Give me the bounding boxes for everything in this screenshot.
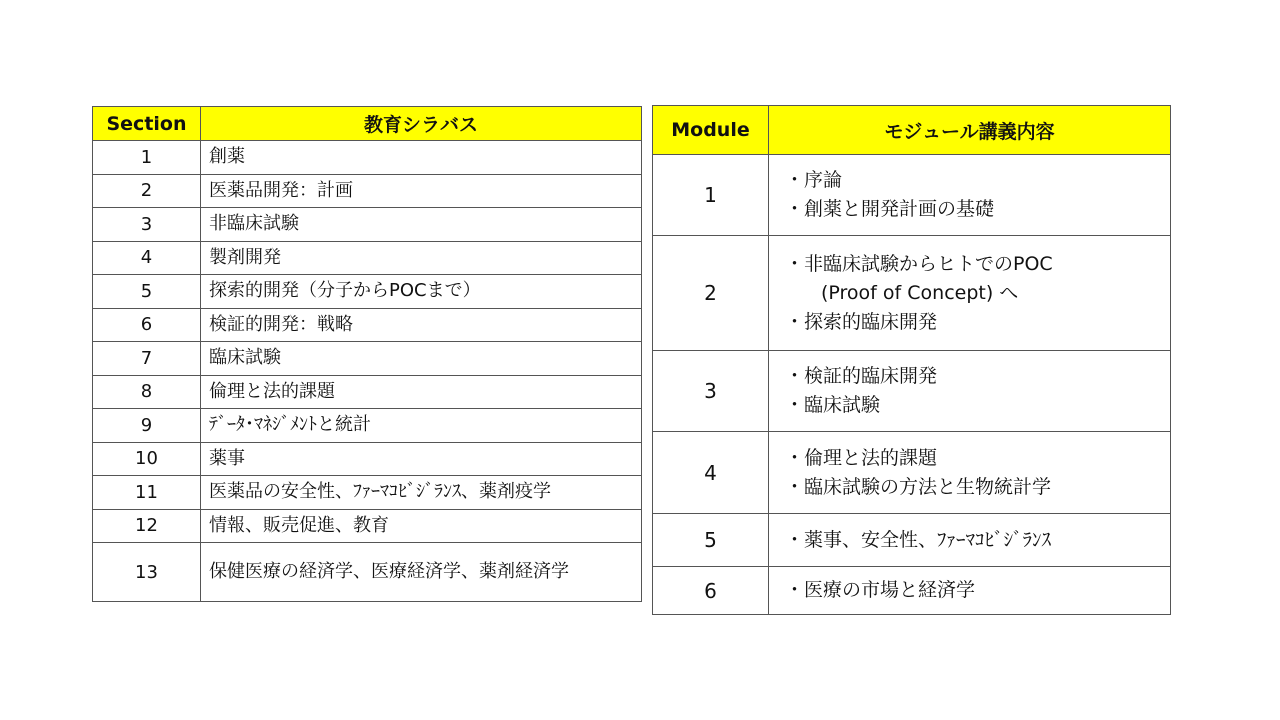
syllabus-header-row xyxy=(93,107,642,141)
section-title: 探索的開発（分子からPOCまで） xyxy=(201,275,642,309)
section-title: 非臨床試験 xyxy=(201,208,642,242)
table-row xyxy=(93,308,642,342)
section-title: 創薬 xyxy=(201,141,642,175)
content-line: ・臨床試験 xyxy=(785,394,881,416)
table-row xyxy=(93,543,642,602)
section-number: 1 xyxy=(93,141,201,175)
content-line: ・探索的臨床開発 xyxy=(785,310,938,333)
table-row xyxy=(653,351,1171,432)
content-line: ・医療の市場と経済学 xyxy=(785,579,976,601)
section-title: 薬事 xyxy=(201,442,642,476)
module-number: 6 xyxy=(653,567,769,615)
content-line: ・創薬と開発計画の基礎 xyxy=(785,198,995,220)
module-content xyxy=(769,351,1171,432)
table-row xyxy=(653,567,1171,615)
lecture-content-header: モジュール講義内容 xyxy=(769,106,1171,155)
table-row xyxy=(653,155,1171,236)
section-title: 検証的開発：戦略 xyxy=(201,308,642,342)
section-number: 12 xyxy=(93,509,201,543)
section-number: 6 xyxy=(93,308,201,342)
module-content xyxy=(769,514,1171,567)
module-table xyxy=(652,105,1171,615)
module-number: 5 xyxy=(653,514,769,567)
module-number: 3 xyxy=(653,351,769,432)
section-title: 医薬品開発：計画 xyxy=(201,174,642,208)
content-line: ・倫理と法的課題 xyxy=(785,446,938,469)
content-line: ・臨床試験の方法と生物統計学 xyxy=(785,475,1052,498)
table-row xyxy=(653,432,1171,514)
table-row xyxy=(93,409,642,443)
table-row xyxy=(93,241,642,275)
section-number: 7 xyxy=(93,342,201,376)
table-row xyxy=(93,375,642,409)
section-title: 臨床試験 xyxy=(201,342,642,376)
module-header-row xyxy=(653,106,1171,155)
table-row xyxy=(93,476,642,510)
table-row xyxy=(93,342,642,376)
section-header: Section xyxy=(93,107,201,141)
content-line: ・非臨床試験からヒトでのPOC xyxy=(785,252,1053,275)
content-line: (Proof of Concept) へ xyxy=(821,281,1019,304)
syllabus-table xyxy=(92,106,642,602)
table-row xyxy=(653,236,1171,351)
section-number: 5 xyxy=(93,275,201,309)
module-content xyxy=(769,236,1171,351)
section-title: 製剤開発 xyxy=(201,241,642,275)
module-number: 2 xyxy=(653,236,769,351)
table-row xyxy=(93,509,642,543)
syllabus-header: 教育シラバス xyxy=(201,107,642,141)
table-row xyxy=(93,174,642,208)
section-title: 情報、販売促進、教育 xyxy=(201,509,642,543)
table-row xyxy=(93,141,642,175)
module-number: 1 xyxy=(653,155,769,236)
content-line: ・序論 xyxy=(785,169,843,191)
module-content xyxy=(769,432,1171,514)
table-row xyxy=(93,275,642,309)
content-line: ・検証的臨床開発 xyxy=(785,365,938,387)
module-content xyxy=(769,155,1171,236)
table-row xyxy=(653,514,1171,567)
section-number: 11 xyxy=(93,476,201,510)
section-title: ﾃﾞｰﾀ･ﾏﾈｼﾞﾒﾝﾄと統計 xyxy=(201,409,642,443)
section-number: 3 xyxy=(93,208,201,242)
section-number: 2 xyxy=(93,174,201,208)
section-number: 13 xyxy=(93,543,201,602)
section-title: 保健医療の経済学、医療経済学、薬剤経済学 xyxy=(201,543,642,602)
table-row xyxy=(93,208,642,242)
module-content xyxy=(769,567,1171,615)
content-line: ・薬事、安全性、ﾌｧｰﾏｺﾋﾞｼﾞﾗﾝｽ xyxy=(785,528,1052,551)
section-number: 10 xyxy=(93,442,201,476)
section-number: 8 xyxy=(93,375,201,409)
table-row xyxy=(93,442,642,476)
module-number: 4 xyxy=(653,432,769,514)
section-number: 4 xyxy=(93,241,201,275)
module-header: Module xyxy=(653,106,769,155)
section-title: 医薬品の安全性、ﾌｧｰﾏｺﾋﾞｼﾞﾗﾝｽ、薬剤疫学 xyxy=(201,476,642,510)
section-number: 9 xyxy=(93,409,201,443)
section-title: 倫理と法的課題 xyxy=(201,375,642,409)
